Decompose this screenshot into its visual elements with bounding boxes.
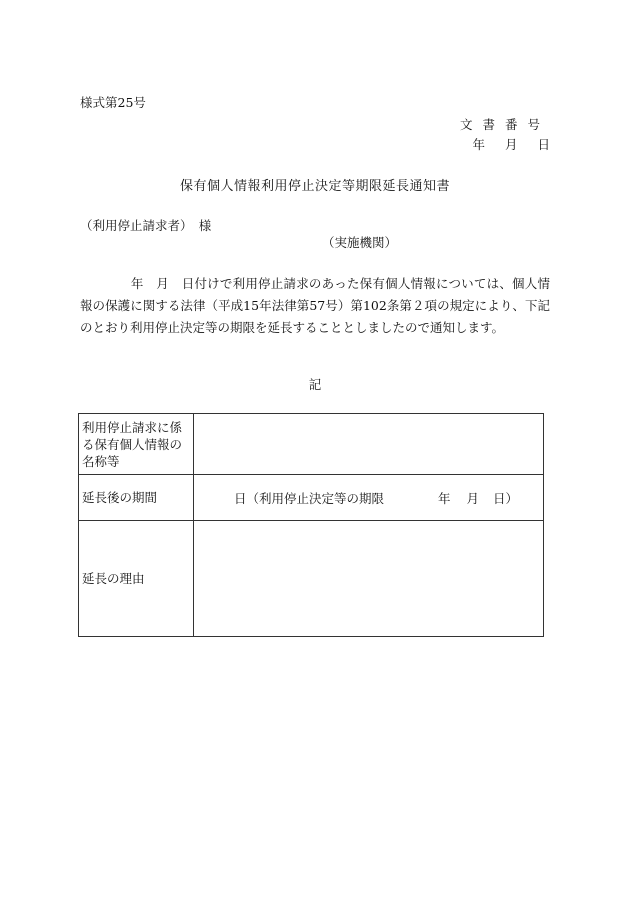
period-year: 年: [438, 490, 451, 506]
document-number-label: 文書番号: [459, 117, 550, 132]
addressee: （利用停止請求者） 様: [80, 218, 212, 233]
table-row: [79, 414, 544, 475]
table-row: [79, 521, 544, 637]
info-name-value[interactable]: [194, 414, 544, 475]
period-month: 月: [466, 490, 480, 506]
period-day: 日）: [493, 490, 519, 506]
implementing-organization: （実施機関）: [322, 235, 398, 250]
info-name-label: 利用停止請求に係る保有個人情報の名称等: [79, 414, 194, 475]
extended-period-value[interactable]: [194, 475, 544, 521]
table-row: [79, 475, 544, 521]
detail-table: [78, 413, 544, 637]
date-month: 月: [504, 137, 518, 152]
body-text: 年 月 日付けで利用停止請求のあった保有個人情報については、個人情報の保護に関する法律（平成15年法律第57号）第102条第２項の規定により、下記のとおり利用停止決定等の期限を延長することとしましたので通知します。: [80, 276, 550, 335]
ki-heading: 記: [308, 377, 322, 392]
extended-period-label: 延長後の期間: [79, 475, 194, 521]
document-title: 保有個人情報利用停止決定等期限延長通知書: [179, 179, 450, 194]
date-day: 日: [537, 137, 550, 152]
form-number: 様式第25号: [80, 95, 146, 110]
extension-reason-label: 延長の理由: [79, 521, 194, 637]
issue-date: [472, 139, 550, 152]
date-year: 年: [472, 137, 485, 152]
extension-reason-value[interactable]: [194, 521, 544, 637]
period-prefix: 日（利用停止決定等の期限: [234, 490, 385, 506]
